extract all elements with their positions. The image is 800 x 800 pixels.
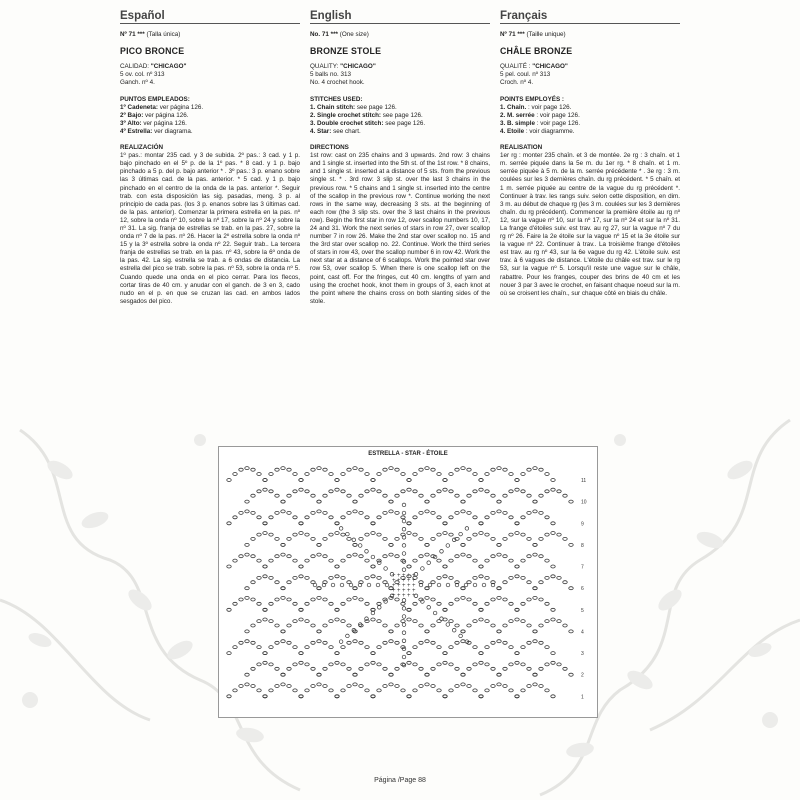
svg-text:+: + (397, 573, 401, 579)
svg-text:+: + (402, 583, 406, 589)
svg-text:+: + (407, 593, 411, 599)
language-heading: English (310, 12, 490, 24)
svg-text:+: + (402, 578, 406, 584)
pattern-title: BRONZE STOLE (310, 46, 382, 57)
crochet-chart (218, 446, 598, 718)
hook: Ganch. nº 4. (120, 79, 155, 87)
svg-text:+: + (412, 593, 416, 599)
svg-text:+: + (392, 573, 396, 579)
directions-heading: REALISATION (500, 144, 543, 152)
row-number: 7 (581, 564, 584, 571)
directions-text: 1º pas.: montar 235 cad. y 3 de subida. 2º pas.: 3 cad. y 1 p. bajo pinchado en el 5º p. de la 1º pas. * 8 cad. y 1 p. bajo pinchado a 5 p. del p. bajo anterior * . 3º pas.: 3 p. enano sobre las 3 últimas cad. de la pas. anterior. * 5 cad. y 1 p. bajo pinchado en el centro de la onda de la pas. anterior *. Seguir trab. con esta disposición las sig. pasadas, meng. 3 p. al principio de cada pas. (los 3 p. enanos sobre las 3 últimas cad. de la pas. anterior). Comenzar la primera estrella en la pas. nº 12, sobre la onda nº 10, sobre la nº 17, sobre la nº 24 y sobre la nº 31. La sig. franja de estrellas se trab. en la pas. 27, sobre la onda nº 7 de la pas. nº 26. Hacer la 2º estrella sobre la onda nº 15 y la 3º estrella sobre la onda nº 22. Seguir trab.. La tercera franja de estrellas se trab. en la pas. nº 43, sobre la 6º onda de la pas. 42. La sig. estrella se trab. a 6 ondas de distancia. La estrella del pico se trab. sobre la pas. nº 53, sobre la onda nº 5. Cuando quede una onda en el pico cerrar. Para los flecos, cortar tiras de 40 cm. y anudar con el ganch. de 3 en 3, cado nudo en el p. en que se cruzan las cad. en ambos lados sesgados del pico. (120, 152, 300, 305)
column-french (500, 12, 680, 298)
directions-heading: REALIZACIÓN (120, 144, 164, 152)
svg-text:+: + (392, 588, 396, 594)
svg-text:+: + (392, 593, 396, 599)
row-number: 9 (581, 521, 584, 528)
column-spanish (120, 12, 300, 306)
stitch-item: 4. Etoile : voir diagramme. (500, 127, 575, 135)
stitch-item: 1º Cadeneta: ver página 126. (120, 103, 204, 111)
stitch-item: 1. Chain stitch: see page 126. (310, 103, 397, 111)
column-english (310, 12, 490, 306)
star-motif (313, 503, 495, 667)
model-number: Nº 71 *** (Talla única) (120, 31, 181, 39)
row-number: 10 (581, 499, 587, 506)
stitch-item: 1. Chaîn. : voir page 126. (500, 103, 572, 111)
stitch-item: 2. Single crochet stitch: see page 126. (310, 111, 423, 119)
row-number: 6 (581, 586, 584, 593)
row-number: 8 (581, 542, 584, 549)
svg-text:+: + (397, 588, 401, 594)
stitch-item: 3. Double crochet stitch: see page 126. (310, 119, 426, 127)
language-heading: Español (120, 12, 300, 24)
model-number: Nº 71 *** (Taille unique) (500, 31, 566, 39)
page-footer: Página /Page 88 (374, 777, 426, 784)
svg-text:+: + (402, 593, 406, 599)
crochet-chart-drawing (219, 447, 597, 717)
svg-text:+: + (412, 573, 416, 579)
quality: CALIDAD: "CHICAGO" (120, 63, 187, 71)
chart-title: ESTRELLA - STAR - ÉTOILE (368, 451, 448, 457)
stitch-item: 3º Alto: ver página 126. (120, 119, 187, 127)
stitch-item: 2. M. serrée : voir page 126. (500, 111, 580, 119)
hook: No. 4 crochet hook. (310, 79, 365, 87)
quality: QUALITY: "CHICAGO" (310, 63, 376, 71)
yarn: 5 pel. coul. nº 313 (500, 71, 551, 79)
svg-text:+: + (402, 588, 406, 594)
svg-text:+: + (412, 578, 416, 584)
hook: Croch. nº 4. (500, 79, 534, 87)
stitches-list (500, 104, 680, 136)
svg-text:+: + (392, 578, 396, 584)
directions-text: 1er rg : monter 235 chaîn. et 3 de montée. 2e rg : 3 chaîn. et 1 m. serrée piquée dans la 5e m. du 1er rg. * 8 chaîn. et 1 m. serrée piquée à 5 m. de la m. serrée précédente * . 3e rg : 3 m. coulées sur les 3 dernières chaîn. du rg précédent. * 5 chaîn. et 1 m. serrée piquée au centre de la vague du rg précédent *. Continuer à trav. les rangs suiv. selon cette disposition, en dim. 3 m. au début de chaque rg (les 3 m. coulées sur les 3 dernières chaîn. du rg précédent). Commencer la première étoile au rg nº 12, sur la vague nº 10, sur la nº 17, sur la nº 24 et sur la nº 31. La frange d'étoiles suiv. est trav. au rg 27, sur la vague nº 7 du rg nº 26. Faire la 2e étoile sur la vague nº 15 et la 3e étoile sur la vague nº 22. Continuer à trav.. La troisième frange d'étoiles est trav. au rg nº 43, sur la 6e vague du rg 42. L'étoile suiv. est trav. à 6 vagues de distance. L'étoile du châle est trav. sur le rg 53, sur la vague nº 5. Lorsqu'il reste une vague sur le châle, rabattre. Pour les franges, couper des brins de 40 cm et les nouer 3 par 3 avec le crochet, en faisant chaque noeud sur la m. où se croisent les chaîn., sur chaque côté en biais du châle. (500, 152, 680, 297)
stitches-list (120, 104, 300, 136)
row-number: 3 (581, 651, 584, 658)
svg-text:+: + (402, 573, 406, 579)
stitches-list (310, 104, 490, 136)
yarn: 5 balls no. 313 (310, 71, 351, 79)
pattern-title: CHÂLE BRONZE (500, 46, 573, 57)
row-number: 11 (581, 478, 587, 484)
row-number: 4 (581, 629, 584, 636)
pattern-title: PICO BRONCE (120, 46, 185, 57)
svg-text:+: + (407, 588, 411, 594)
svg-text:+: + (397, 578, 401, 584)
svg-text:+: + (397, 593, 401, 599)
row-number: 1 (581, 694, 584, 701)
stitch-item: 4. Star: see chart. (310, 127, 361, 135)
svg-text:+: + (407, 573, 411, 579)
stitch-item: 2º Bajo: ver página 126. (120, 111, 189, 119)
svg-text:+: + (412, 588, 416, 594)
stitch-item: 4º Estrella: ver diagrama. (120, 127, 193, 135)
stitches-heading: PUNTOS EMPLEADOS: (120, 95, 190, 103)
row-number: 5 (581, 607, 584, 614)
row-number: 2 (581, 672, 584, 679)
quality: QUALITÉ : "CHICAGO" (500, 63, 568, 71)
stitches-heading: POINTS EMPLOYÉS : (500, 95, 565, 103)
directions-text: 1st row: cast on 235 chains and 3 upwards. 2nd row: 3 chains and 1 single st. inserted into the 5th st. of the 1st row. * 8 chains, and 1 single st. inserted at a distance of 5 sts. from the previous single st. * . 3rd row: 3 slip st. over the last 3 chains in the previous row. * 5 chains and 1 single st. inserted into the centre of the scallop in the previous row *. Continue working the next rows in the same way, decreasing 3 sts. at the beginning of each row (the 3 slip sts. over the 3 last chains in the previous row). Begin the first star in row 12, over scallop numbers 10, 17, 24 and 31. Work the next series of stars in row 27, over scallop number 7 in row 26. Make the 2nd star over scallop no. 15 and the 3rd star over scallop no. 22. Continue. Work the third series of stars in row 43, over the scallop number 6 in row 42. Work the next star at a distance of 6 scallops. Work the pointed star over row 53, over scallop 5. When there is one scallop left on the point, cast off. For the fringes, cut 40 cm. lengths of yarn and using the crochet hook, knot them in groups of 3, each knot at the point where the chains cross on both slanting sides of the stole. (310, 152, 490, 305)
yarn: 5 ov. col. nº 313 (120, 71, 165, 79)
svg-text:+: + (392, 583, 396, 589)
model-number: No. 71 *** (One size) (310, 31, 369, 39)
directions-heading: DIRECTIONS (310, 144, 349, 152)
stitches-heading: STITCHES USED: (310, 95, 363, 103)
svg-text:+: + (412, 583, 416, 589)
svg-text:+: + (407, 583, 411, 589)
svg-text:+: + (407, 578, 411, 584)
language-heading: Français (500, 12, 680, 24)
stitch-item: 3. B. simple : voir page 126. (500, 119, 581, 127)
svg-text:+: + (397, 583, 401, 589)
